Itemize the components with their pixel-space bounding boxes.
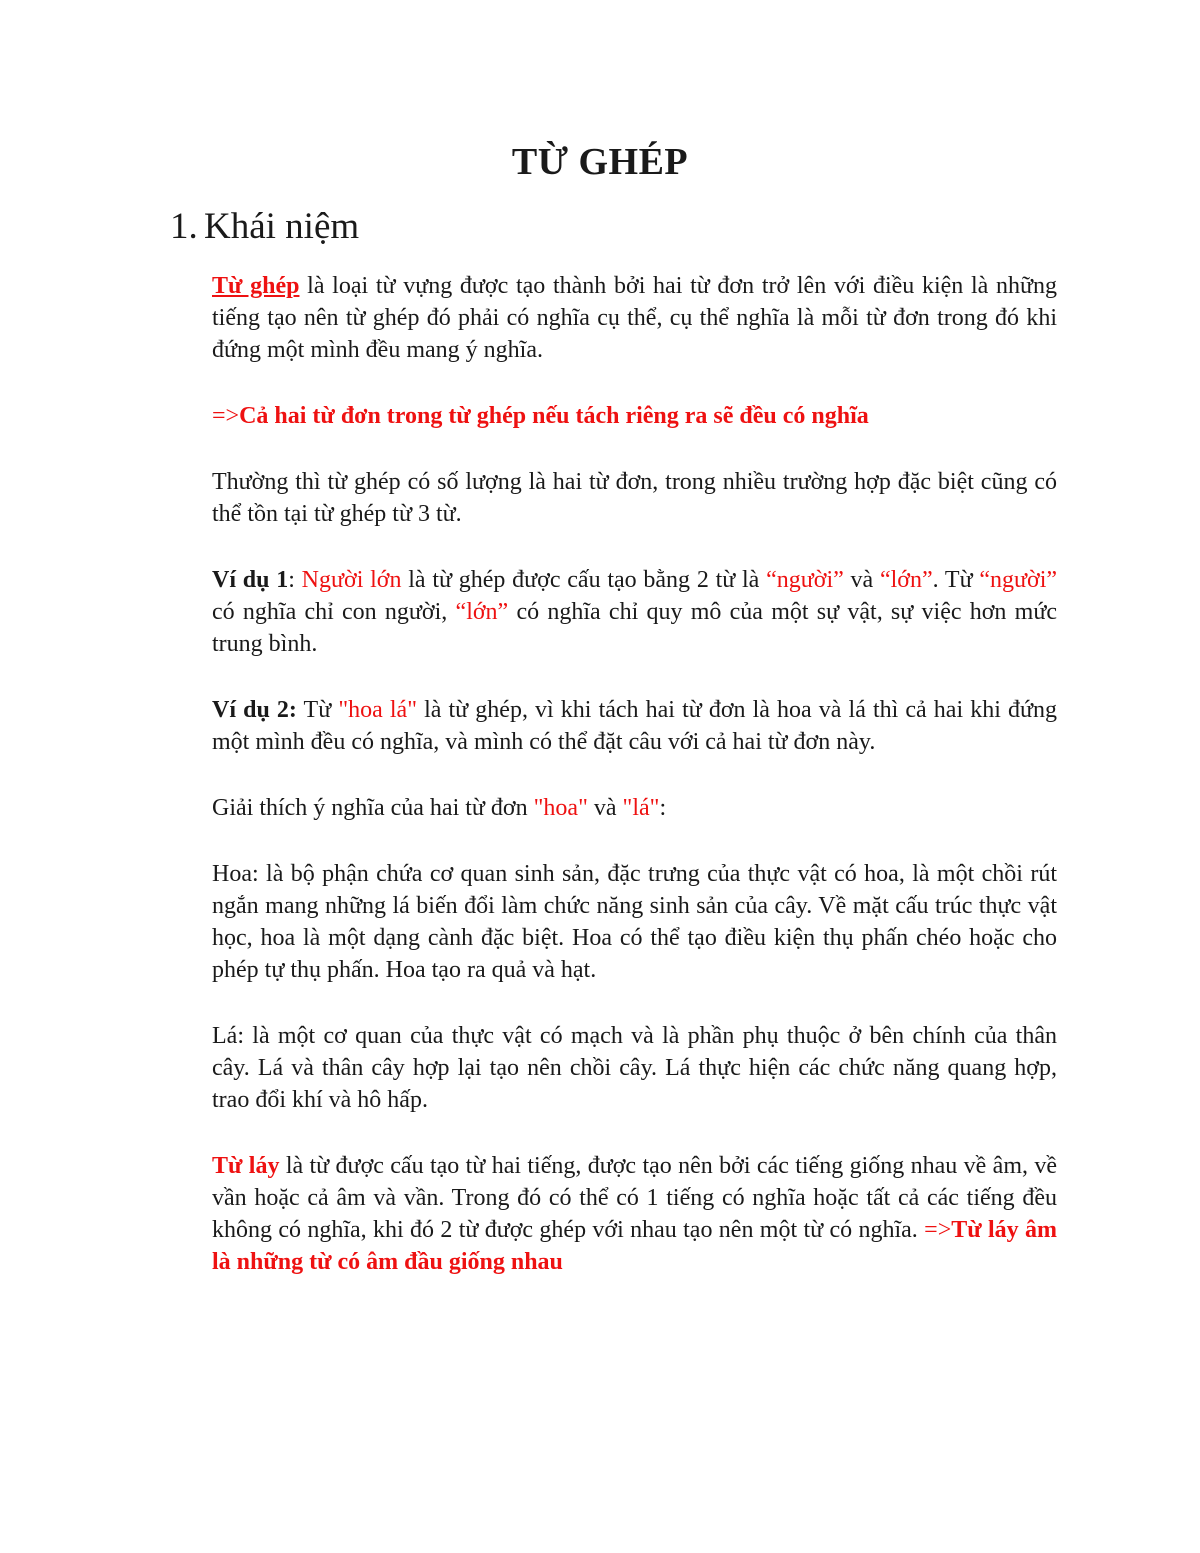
section-heading	[170, 205, 359, 248]
explain-word-la: "lá"	[622, 795, 660, 821]
example-2-text: Từ	[296, 697, 339, 723]
explain-word-hoa: "hoa"	[533, 795, 588, 821]
arrow-marker: =>	[212, 403, 240, 429]
paragraph-hoa: Hoa: là bộ phận chứa cơ quan sinh sản, đặc trưng của thực vật có hoa, là một chồi rút ngắn mang những lá biến đổi làm chức năng sinh sản của cây. Về mặt cấu trúc thực vật học, hoa là một dạng cành đặc biệt. Hoa có thể tạo điều kiện thụ phấn chéo hoặc cho phép tự thụ phấn. Hoa tạo ra quả và hạt.	[212, 861, 1057, 983]
term-tu-ghep: Từ ghép	[212, 273, 300, 299]
paragraph-tu-lay	[212, 1150, 1057, 1278]
explain-text: Giải thích ý nghĩa của hai từ đơn	[212, 795, 534, 821]
example-1-text: có nghĩa chỉ con người,	[212, 599, 456, 625]
section-label: Khái niệm	[204, 206, 360, 247]
section-number: 1.	[170, 206, 198, 247]
paragraph-count: Thường thì từ ghép có số lượng là hai từ đơn, trong nhiều trường hợp đặc biệt cũng có thể tồn tại từ ghép từ 3 từ.	[212, 469, 1057, 527]
example-2-text: là từ ghép, vì khi tách hai từ đơn là hoa và lá thì cả hai khi đứng một mình đều có nghĩa, và mình có thể đặt câu với cả hai từ đơn này.	[212, 697, 1057, 755]
example-1-text: và	[843, 567, 880, 593]
paragraph-emphasis	[212, 400, 1057, 432]
paragraph-explain	[212, 792, 1057, 824]
paragraph-example-1	[212, 564, 1057, 660]
example-1-word: “lớn”	[879, 567, 933, 593]
tu-lay-text: là từ được cấu tạo từ hai tiếng, được tạo nên bởi các tiếng giống nhau về âm, về vần hoặc cả âm và vần. Trong đó có thể có 1 tiếng có nghĩa hoặc tất cả các tiếng đều không có nghĩa, khi đó 2 từ được ghép với nhau tạo nên một từ có nghĩa.	[212, 1153, 1058, 1243]
example-1-word: “người”	[766, 567, 844, 593]
emphasis-text: Cả hai từ đơn trong từ ghép nếu tách riêng ra sẽ đều có nghĩa	[239, 403, 869, 429]
explain-text: và	[587, 795, 623, 821]
example-1-text: là từ ghép được cấu tạo bằng 2 từ là	[401, 567, 767, 593]
example-2-term: "hoa lá"	[338, 697, 417, 723]
example-2-label: Ví dụ 2:	[212, 697, 297, 723]
term-tu-lay: Từ láy	[212, 1153, 280, 1179]
tu-lay-conclusion: Từ láy âm là những từ có âm đầu giống nhau	[212, 1217, 1057, 1275]
document-body	[212, 270, 1057, 1312]
example-1-text: có nghĩa chỉ quy mô của một sự vật, sự việc hơn mức trung bình.	[212, 599, 1058, 657]
example-1-label: Ví dụ 1	[212, 567, 289, 593]
definition-text: là loại từ vựng được tạo thành bởi hai từ đơn trở lên với điều kiện là những tiếng tạo nên từ ghép đó phải có nghĩa cụ thể, cụ thể nghĩa là mỗi từ đơn trong đó khi đứng một mình đều mang ý nghĩa.	[212, 273, 1057, 363]
example-1-colon: :	[288, 567, 302, 593]
page-title: TỪ GHÉP	[511, 141, 689, 183]
arrow-marker: =>	[924, 1217, 952, 1243]
example-1-term: Người lớn	[301, 567, 402, 593]
paragraph-example-2	[212, 694, 1057, 758]
paragraph-definition	[212, 270, 1057, 366]
example-1-word: “người”	[979, 567, 1058, 593]
paragraph-la: Lá: là một cơ quan của thực vật có mạch và là phần phụ thuộc ở bên chính của thân cây. Lá và thân cây hợp lại tạo nên chồi cây. Lá thực hiện các chức năng quang hợp, trao đổi khí và hô hấp.	[212, 1023, 1057, 1113]
explain-text: :	[659, 795, 667, 821]
example-1-word: “lớn”	[455, 599, 509, 625]
example-1-text: . Từ	[932, 567, 980, 593]
